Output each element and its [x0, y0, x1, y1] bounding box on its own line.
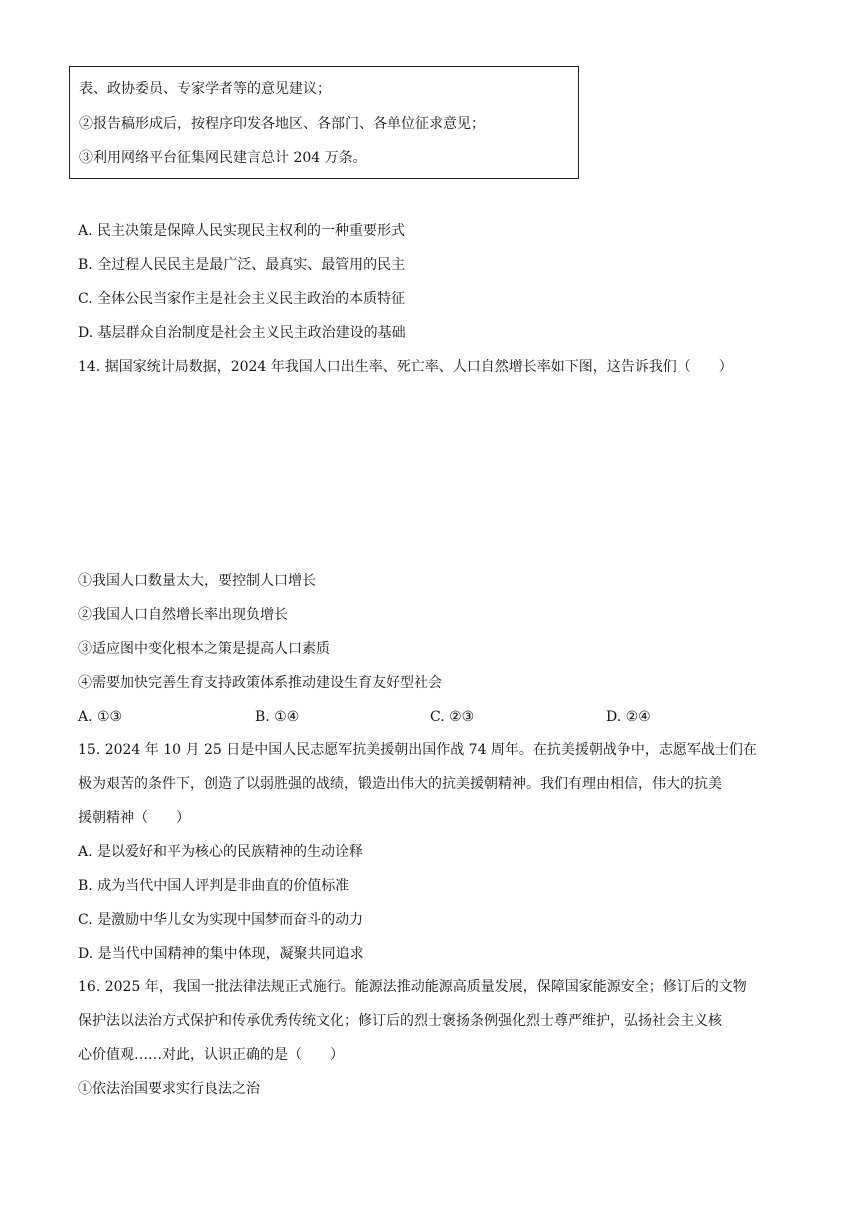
- material-line-1: 表、政协委员、专家学者等的意见建议；: [79, 81, 331, 97]
- q14-statement-3: ③适应图中变化根本之策是提高人口素质: [78, 641, 330, 657]
- q16-stem-line-1: 16. 2025 年，我国一批法律法规正式施行。能源法推动能源高质量发展，保障国家能源安全；修订后的文物: [78, 979, 747, 995]
- q15-option-d: D. 是当代中国精神的集中体现，凝聚共同追求: [78, 946, 364, 962]
- q15-stem-line-2: 极为艰苦的条件下，创造了以弱胜强的战绩，锻造出伟大的抗美援朝精神。我们有理由相信，伟大的抗美: [78, 776, 722, 792]
- q13-option-c: C. 全体公民当家作主是社会主义民主政治的本质特征: [78, 291, 406, 307]
- q14-choice-a: A. ①③: [78, 709, 123, 725]
- q15-option-a: A. 是以爱好和平为核心的民族精神的生动诠释: [78, 844, 364, 860]
- q14-choice-c: C. ②③: [430, 709, 475, 725]
- material-line-3: ③利用网络平台征集网民建言总计 204 万条。: [79, 150, 367, 166]
- q14-statement-4: ④需要加快完善生育支持政策体系推动建设生育友好型社会: [78, 675, 442, 691]
- q13-option-d: D. 基层群众自治制度是社会主义民主政治建设的基础: [78, 325, 406, 341]
- q14-stem: 14. 据国家统计局数据，2024 年我国人口出生率、死亡率、人口自然增长率如下图，这告诉我们（ ）: [78, 359, 733, 375]
- q14-choice-b: B. ①④: [255, 709, 300, 725]
- q16-statement-1: ①依法治国要求实行良法之治: [78, 1081, 260, 1097]
- q14-choice-d: D. ②④: [606, 709, 651, 725]
- q15-stem-line-1: 15. 2024 年 10 月 25 日是中国人民志愿军抗美援朝出国作战 74 周年。在抗美援朝战争中，志愿军战士们在: [78, 742, 757, 758]
- q14-figure-area: [78, 384, 778, 564]
- q15-stem-line-3: 援朝精神（ ）: [78, 810, 190, 826]
- q13-option-b: B. 全过程人民民主是最广泛、最真实、最管用的民主: [78, 257, 406, 273]
- q14-statement-1: ①我国人口数量太大，要控制人口增长: [78, 573, 316, 589]
- material-line-2: ②报告稿形成后，按程序印发各地区、各部门、各单位征求意见；: [79, 116, 485, 132]
- q13-option-a: A. 民主决策是保障人民实现民主权利的一种重要形式: [78, 223, 406, 239]
- q14-statement-2: ②我国人口自然增长率出现负增长: [78, 607, 288, 623]
- q15-option-c: C. 是激励中华儿女为实现中国梦而奋斗的动力: [78, 912, 364, 928]
- q16-stem-line-3: 心价值观……对此，认识正确的是（ ）: [78, 1047, 344, 1063]
- q15-option-b: B. 成为当代中国人评判是非曲直的价值标准: [78, 878, 350, 894]
- q16-stem-line-2: 保护法以法治方式保护和传承优秀传统文化；修订后的烈士褒扬条例强化烈士尊严维护，弘扬社会主义核: [78, 1013, 722, 1029]
